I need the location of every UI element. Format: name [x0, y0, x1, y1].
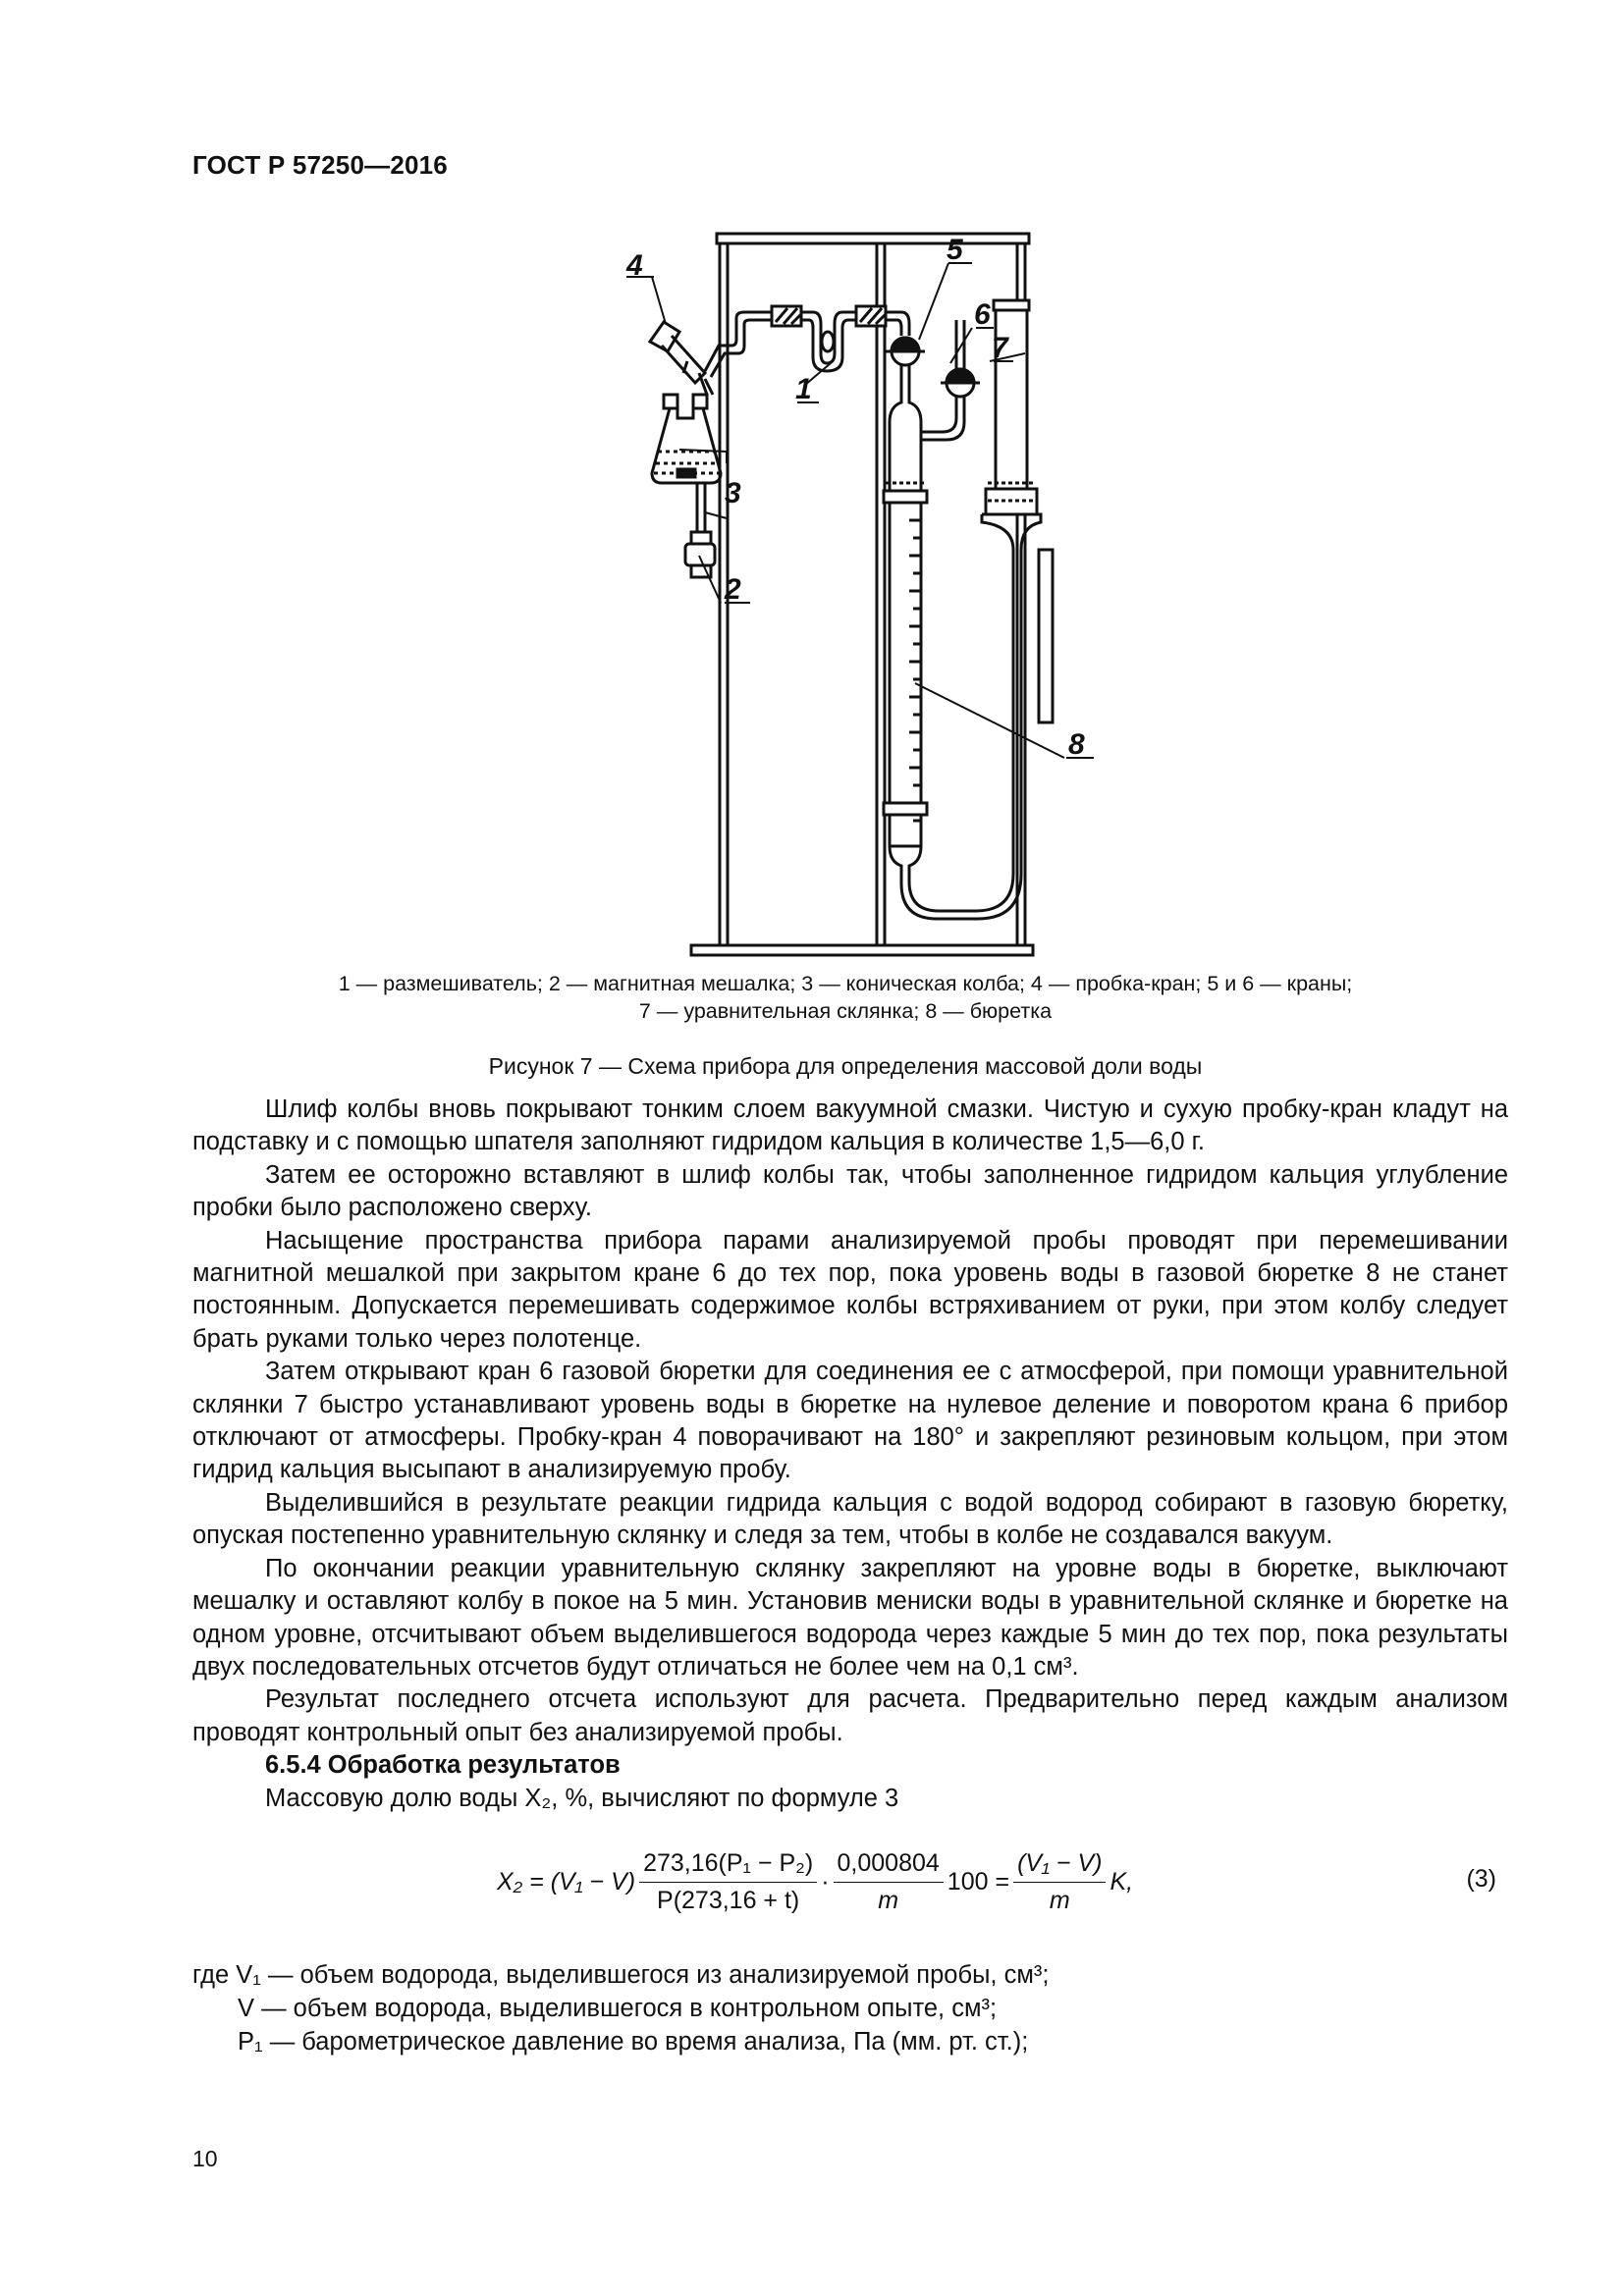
- definition-item: где V₁ — объем водорода, выделившегося из анализируемой пробы, см³;: [192, 1961, 1050, 1989]
- figure-label-5: 5: [947, 234, 963, 266]
- formula-body: [497, 1828, 1133, 1936]
- document-header: ГОСТ Р 57250—2016: [192, 150, 448, 180]
- formula-fraction-2-denominator: m: [878, 1886, 899, 1914]
- formula-middle: 100 =: [947, 1867, 1010, 1896]
- connecting-tube: [705, 306, 909, 377]
- paragraph: Шлиф колбы вновь покрывают тонким слоем вакуумной смазки. Чистую и сухую пробку-кран кладут на подставку и с помощью шпателя заполняют гидридом кальция в количестве 1,5—6,0 г.: [192, 1095, 1508, 1156]
- stopper-tap-4: [650, 322, 705, 383]
- formula-fraction-3: [1013, 1849, 1106, 1915]
- tap-6: [921, 320, 980, 440]
- equation-number: (3): [1466, 1865, 1496, 1893]
- figure-label-6: 6: [974, 298, 991, 331]
- conical-flask-3: [652, 373, 721, 483]
- formula-lhs: X₂ = (V₁ − V): [497, 1867, 636, 1896]
- apparatus-figure: [589, 226, 1139, 962]
- paragraph: Выделившийся в результате реакции гидрида кальция с водой водород собирают в газовую бюретку, опуская постепенно уравнительную склянку и следя за тем, чтобы в колбе не создавался вакуум.: [192, 1488, 1508, 1550]
- paragraph: Насыщение пространства прибора парами анализируемой пробы проводят при перемешивании магнитной мешалкой при закрытом кране 6 до тех пор, пока уровень воды в газовой бюретке 8 не станет постоянным. Допускается перемешивать содержимое колбы встряхиванием от руки, при этом колбу следует брать руками только через полотенце.: [192, 1226, 1508, 1353]
- figure-label-1: 1: [795, 373, 812, 405]
- formula-fraction-2-numerator: 0,000804: [834, 1849, 944, 1883]
- formula-fraction-3-numerator: (V₁ − V): [1013, 1849, 1106, 1883]
- figure-label-8: 8: [1068, 728, 1085, 761]
- formula-definitions: [192, 1958, 1508, 2058]
- stand-base: [691, 945, 1033, 955]
- figure-legend-line: 7 — уравнительная склянка; 8 — бюретка: [638, 999, 1053, 1023]
- formula-fraction-1-numerator: 273,16(P₁ − P₂): [639, 1849, 817, 1883]
- figure-legend-line: 1 — размешиватель; 2 — магнитная мешалка; 3 — коническая колба; 4 — пробка-кран; 5 и 6 — краны;: [338, 972, 1353, 995]
- magnetic-stirrer-2: [685, 483, 715, 577]
- figure-label-4: 4: [626, 249, 643, 282]
- definition-item: P₁ — барометрическое давление во время анализа, Па (мм. рт. ст.);: [238, 2028, 1029, 2056]
- formula-3: [192, 1828, 1508, 1936]
- definition-item: V — объем водорода, выделившегося в контрольном опыте, см³;: [238, 1995, 998, 2022]
- formula-fraction-1: [639, 1849, 817, 1915]
- formula-fraction-1-denominator: P(273,16 + t): [657, 1886, 800, 1914]
- figure-label-7: 7: [992, 332, 1008, 364]
- paragraph: Результат последнего отсчета используют для расчета. Предварительно перед каждым анализом проводят контрольный опыт без анализируемой пробы.: [192, 1685, 1508, 1746]
- figure-label-2: 2: [725, 573, 741, 606]
- formula-rhs: K,: [1110, 1867, 1134, 1896]
- page-number: 10: [192, 2146, 218, 2171]
- figure-label-3: 3: [725, 477, 741, 509]
- paragraph: Затем ее осторожно вставляют в шлиф колбы так, чтобы заполненное гидридом кальция углубление пробки было расположено сверху.: [192, 1160, 1508, 1222]
- formula-fraction-2: [834, 1849, 944, 1915]
- section-title: 6.5.4 Обработка результатов: [265, 1751, 621, 1780]
- formula-fraction-3-denominator: m: [1049, 1886, 1070, 1914]
- formula-dot: ·: [821, 1867, 830, 1896]
- paragraph: По окончании реакции уравнительную склянку закрепляют на уровне воды в бюретке, выключают мешалку и оставляют колбу в покое на 5 мин. Установив мениски воды в уравнительной склянке и бюретке на одном уровне, отсчитывают объем выделившегося водорода через каждые 5 мин до тех пор, пока результаты двух последовательных отсчетов будут отличаться не более чем на 0,1 см³.: [192, 1554, 1508, 1681]
- body-text: [192, 1094, 1508, 1815]
- figure-caption: Рисунок 7 — Схема прибора для определения массовой доли воды: [488, 1053, 1203, 1079]
- tap-5: [886, 338, 925, 491]
- figure-legend: [192, 970, 1498, 1025]
- paragraph: Затем открывают кран 6 газовой бюретки для соединения ее с атмосферой, при помощи уравнительной склянки 7 быстро устанавливают уровень воды в бюретке на нулевое деление и поворотом крана 6 прибор отключают от атмосферы. Пробку-кран 4 поворачивают на 180° и закрепляют резиновым кольцом, при этом гидрид кальция высыпают в анализируемую пробу.: [192, 1358, 1508, 1484]
- stand-top-bar: [717, 234, 1029, 243]
- apparatus-drawing: [589, 226, 1139, 962]
- section-intro: Массовую долю воды X₂, %, вычисляют по формуле 3: [265, 1784, 899, 1812]
